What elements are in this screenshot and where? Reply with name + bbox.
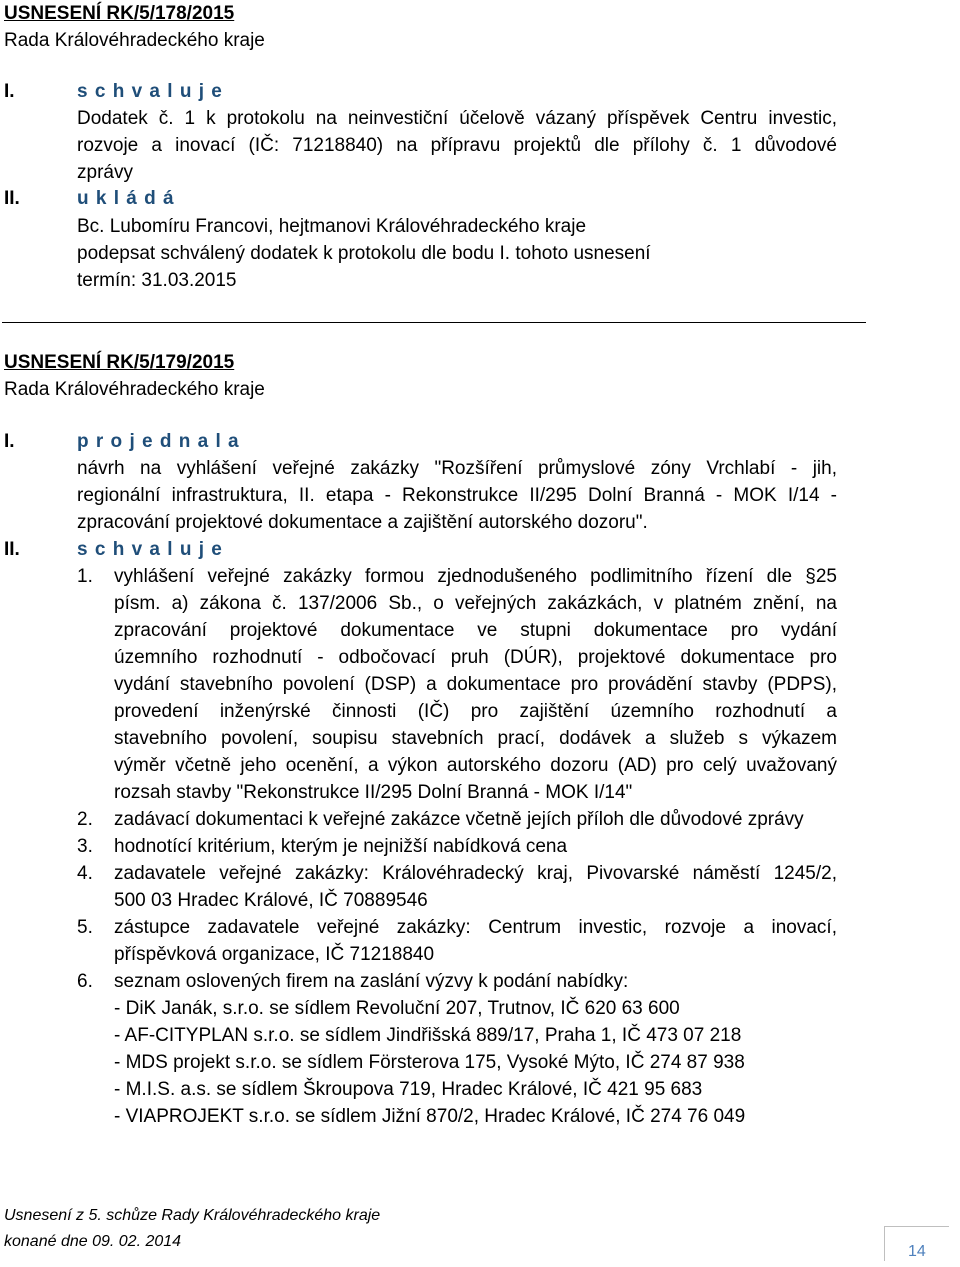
company-entry: - VIAPROJEKT s.r.o. se sídlem Jižní 870/2, Hradec Králové, IČ 274 76 049 <box>114 1106 746 1127</box>
resolution-title: USNESENÍ RK/5/178/2015 <box>4 3 235 24</box>
list-item-number: 3. <box>77 836 93 857</box>
footer-text: Usnesení z 5. schůze Rady Královéhradeckého kraje <box>4 1207 381 1224</box>
section-number: I. <box>4 431 15 452</box>
list-item-line: 500 03 Hradec Králové, IČ 70889546 <box>114 890 428 911</box>
list-item-number: 2. <box>77 809 93 830</box>
page-number: 14 <box>908 1243 926 1260</box>
list-item-number: 1. <box>77 566 93 587</box>
resolution-body: Rada Královéhradeckého kraje <box>4 30 265 51</box>
list-item-line: územního rozhodnutí - odbočovací pruh (DÚR), projektové dokumentace pro <box>114 647 837 668</box>
section-verb: u k l á d á <box>77 188 175 209</box>
list-item-line: vyhlášení veřejné zakázky formou zjednodušeného podlimitního řízení dle §25 <box>114 566 837 587</box>
list-item-line: seznam oslovených firem na zaslání výzvy k podání nabídky: <box>114 971 629 992</box>
paragraph-line: regionální infrastruktura, II. etapa - Rekonstrukce II/295 Dolní Branná - MOK I/14 - <box>77 485 837 506</box>
section-verb: p r o j e d n a l a <box>77 431 240 452</box>
list-item-line: zpracování projektové dokumentace ve stupni dokumentace pro vydání <box>114 620 837 641</box>
list-item-number: 5. <box>77 917 93 938</box>
section-verb: s c h v a l u j e <box>77 539 223 560</box>
list-item-line: příspěvková organizace, IČ 71218840 <box>114 944 435 965</box>
resolution-body: Rada Královéhradeckého kraje <box>4 379 265 400</box>
resolution-title: USNESENÍ RK/5/179/2015 <box>4 352 235 373</box>
paragraph-line: návrh na vyhlášení veřejné zakázky "Rozšíření průmyslové zóny Vrchlabí - jih, <box>77 458 837 479</box>
section-number: II. <box>4 539 20 560</box>
list-item-number: 4. <box>77 863 93 884</box>
list-item-line: hodnotící kritérium, kterým je nejnižší nabídková cena <box>114 836 568 857</box>
list-item-line: vydání stavebního povolení (DSP) a dokumentace pro provádění stavby (PDPS), <box>114 674 837 695</box>
section-number: II. <box>4 188 20 209</box>
list-item-line: písm. a) zákona č. 137/2006 Sb., o veřejných zakázkách, v platném znění, na <box>114 593 837 614</box>
list-item-line: provedení inženýrské činnosti (IČ) pro zajištění územního rozhodnutí a <box>114 701 837 722</box>
paragraph-line: Bc. Lubomíru Francovi, hejtmanovi Královéhradeckého kraje <box>77 216 587 237</box>
list-item-line: zadávací dokumentaci k veřejné zakázce včetně jejích příloh dle důvodové zprávy <box>114 809 804 830</box>
section-verb: s c h v a l u j e <box>77 81 223 102</box>
paragraph-line: podepsat schválený dodatek k protokolu dle bodu I. tohoto usnesení <box>77 243 651 264</box>
deadline: termín: 31.03.2015 <box>77 270 237 291</box>
list-item-number: 6. <box>77 971 93 992</box>
footer-date: konané dne 09. 02. 2014 <box>4 1233 182 1250</box>
list-item-line: zadavatele veřejné zakázky: Královéhradecký kraj, Pivovarské náměstí 1245/2, <box>114 863 837 884</box>
paragraph-line: Dodatek č. 1 k protokolu na neinvestiční účelově vázaný příspěvek Centru investic, <box>77 108 837 129</box>
paragraph-line: zprávy <box>77 162 133 183</box>
list-item-line: rozsah stavby "Rekonstrukce II/295 Dolní Branná - MOK I/14" <box>114 782 633 803</box>
separator-line <box>2 322 866 323</box>
list-item-line: stavebního povolení, soupisu stavebních prací, dodávek a služeb s výkazem <box>114 728 837 749</box>
company-entry: - AF-CITYPLAN s.r.o. se sídlem Jindřišská 889/17, Praha 1, IČ 473 07 218 <box>114 1025 742 1046</box>
list-item-line: výměr včetně jeho ocenění, a výkon autorského dozoru (AD) pro celý uvažovaný <box>114 755 837 776</box>
company-entry: - DiK Janák, s.r.o. se sídlem Revoluční 207, Trutnov, IČ 620 63 600 <box>114 998 680 1019</box>
paragraph-line: rozvoje a inovací (IČ: 71218840) na přípravu projektů dle přílohy č. 1 důvodové <box>77 135 837 156</box>
company-entry: - MDS projekt s.r.o. se sídlem Försterova 175, Vysoké Mýto, IČ 274 87 938 <box>114 1052 745 1073</box>
company-entry: - M.I.S. a.s. se sídlem Škroupova 719, Hradec Králové, IČ 421 95 683 <box>114 1079 703 1100</box>
paragraph-line: zpracování projektové dokumentace a zajištění autorského dozoru". <box>77 512 648 533</box>
section-number: I. <box>4 81 15 102</box>
list-item-line: zástupce zadavatele veřejné zakázky: Centrum investic, rozvoje a inovací, <box>114 917 837 938</box>
